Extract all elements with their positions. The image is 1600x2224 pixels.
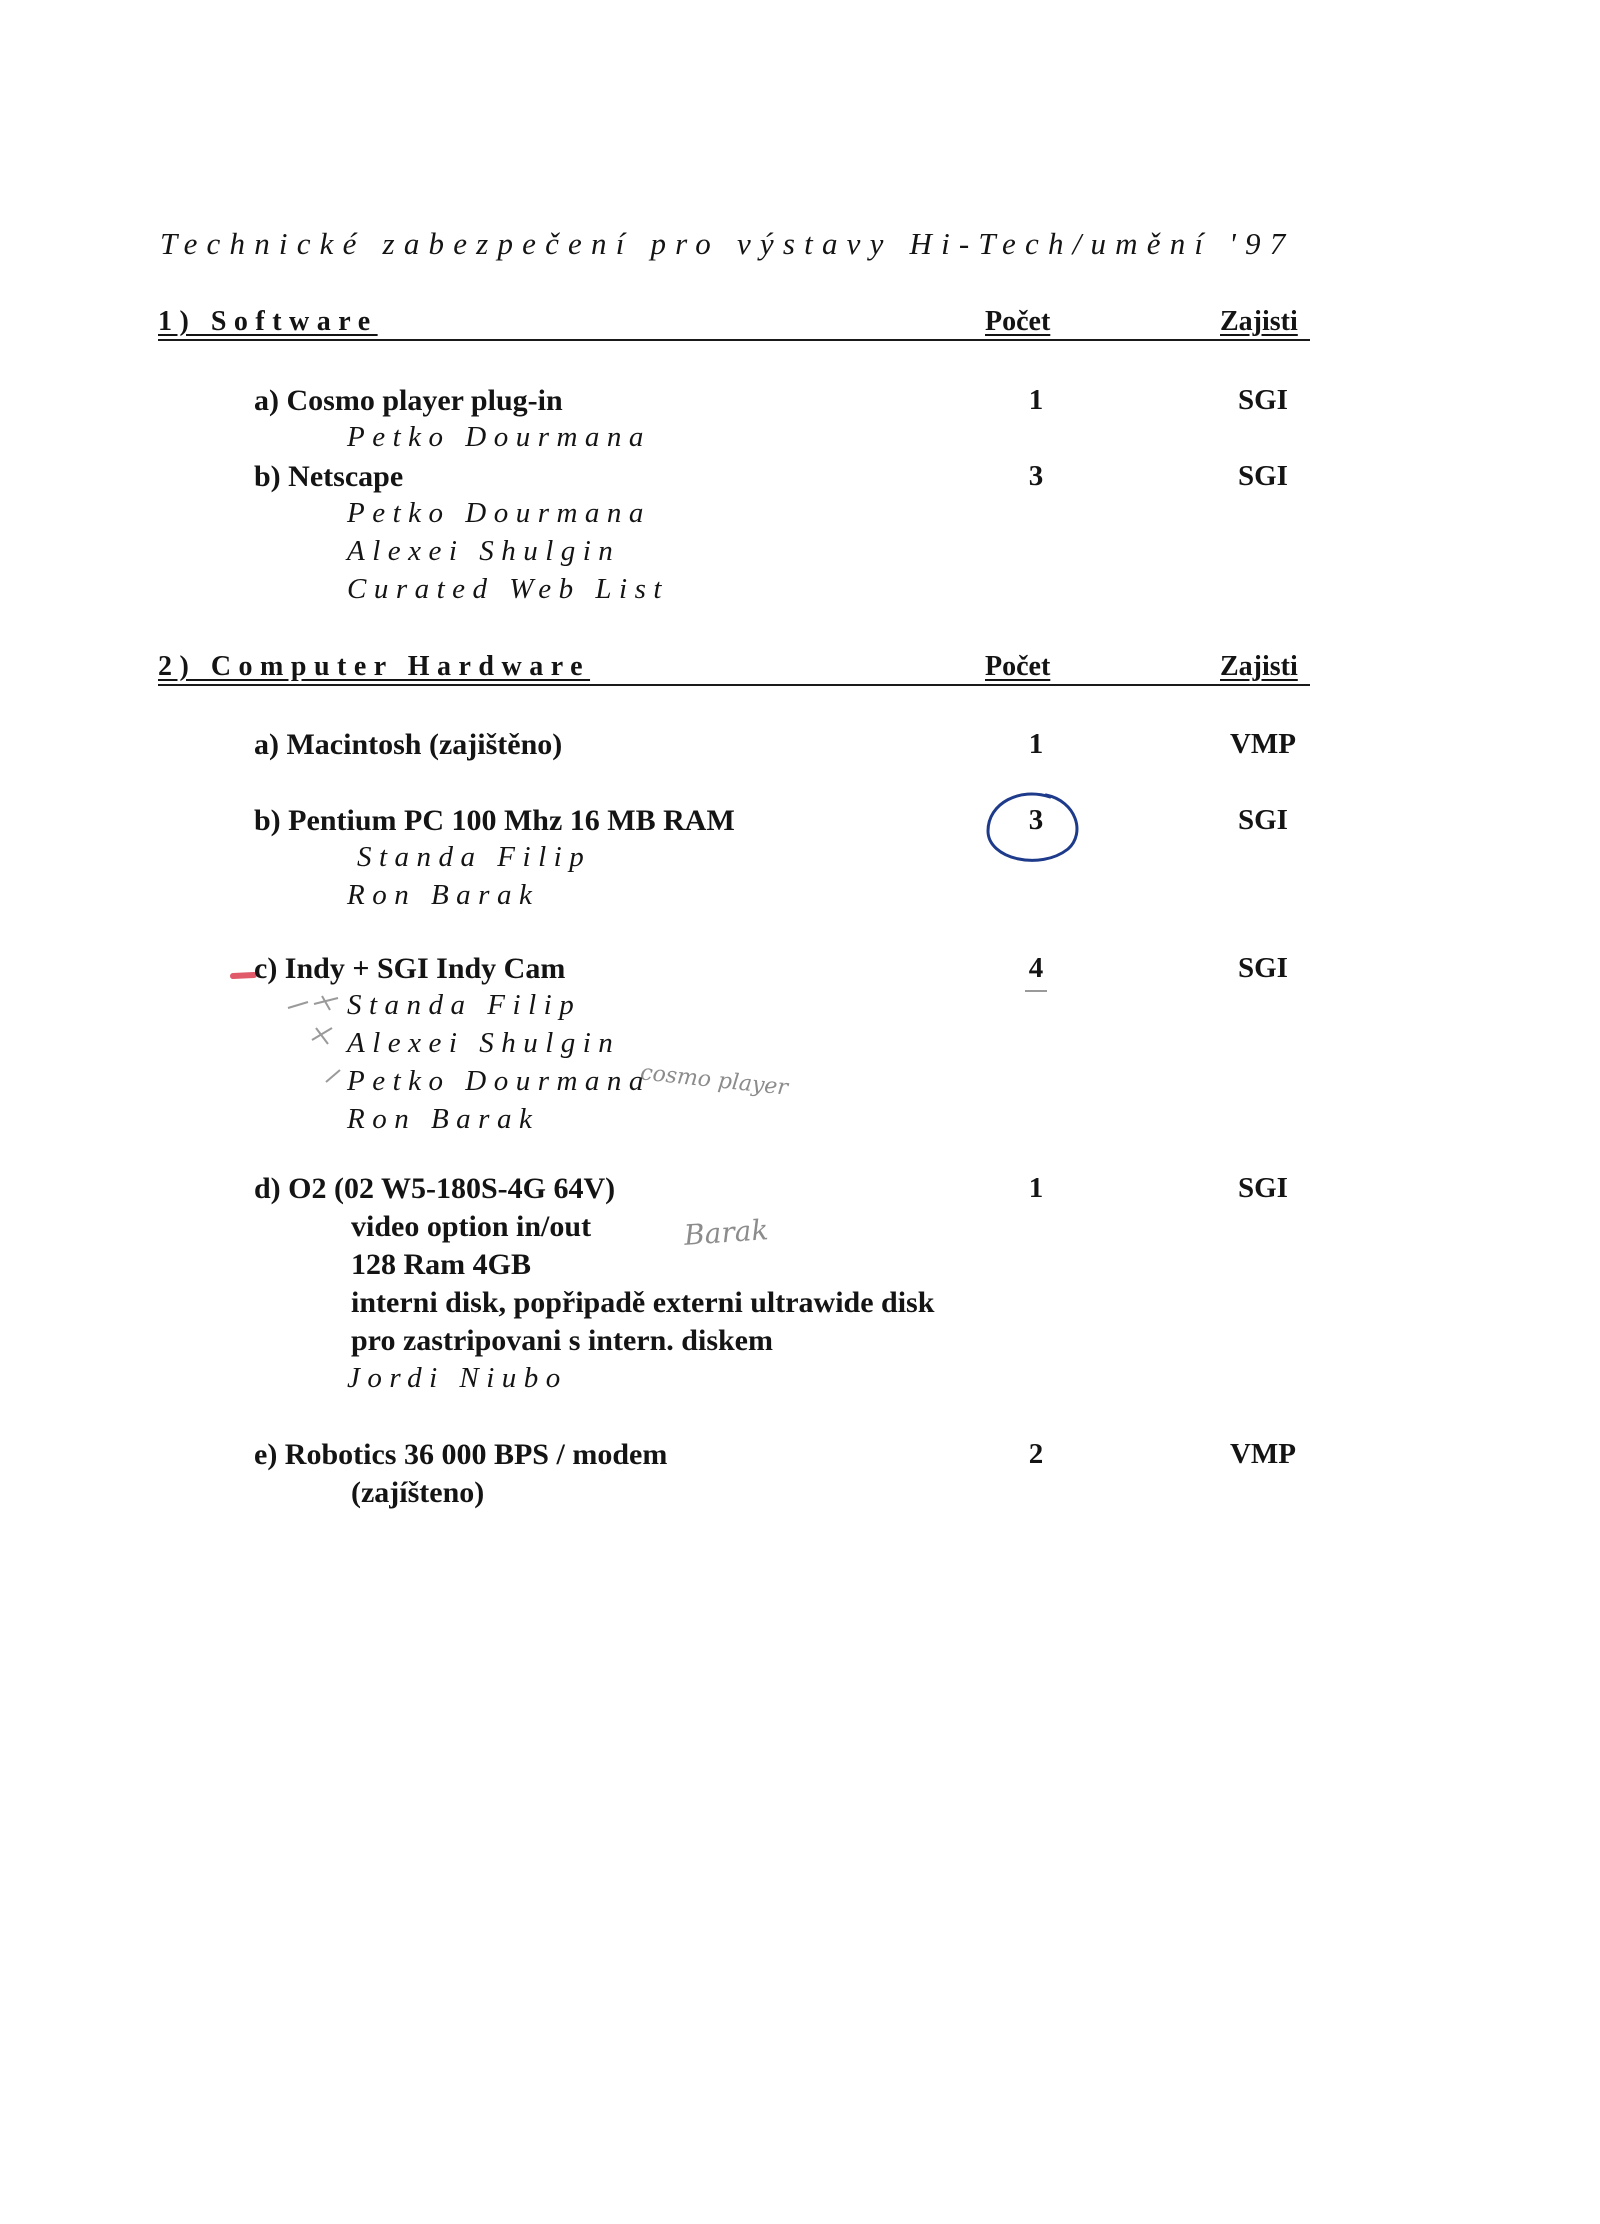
hardware-item-e-provider: VMP	[1229, 1438, 1297, 1470]
software-item-b-name-3: Curated Web List	[347, 573, 669, 605]
hardware-item-c-count: 4	[1028, 952, 1044, 984]
hardware-item-d-detail-4: pro zastripovani s intern. diskem	[351, 1324, 773, 1357]
software-item-b-label: b) Netscape	[254, 460, 404, 493]
count-circle-mark	[980, 785, 1090, 875]
hardware-item-b-count: 3	[1028, 804, 1044, 836]
hardware-item-e-count: 2	[1028, 1438, 1044, 1470]
hardware-item-c-name-4: Ron Barak	[347, 1103, 540, 1135]
hardware-item-d-label: d) O2 (02 W5-180S-4G 64V)	[254, 1172, 616, 1205]
column-count-header-2: Počet	[985, 651, 1051, 682]
hardware-item-d-count: 1	[1028, 1172, 1044, 1204]
hardware-item-a-label: a) Macintosh (zajištěno)	[254, 728, 563, 761]
hardware-item-c-provider: SGI	[1238, 952, 1288, 984]
section-software-heading: 1) Software	[158, 306, 378, 337]
software-item-b-name-1: Petko Dourmana	[347, 497, 651, 529]
hardware-item-d-detail-1: video option in/out	[351, 1210, 592, 1243]
hardware-item-b-label: b) Pentium PC 100 Mhz 16 MB RAM	[254, 804, 735, 837]
hardware-item-d-provider: SGI	[1238, 1172, 1288, 1204]
section-software-rule	[158, 339, 1310, 341]
hardware-item-d-name-1: Jordi Niubo	[347, 1362, 568, 1394]
page-title: Technické zabezpečení pro výstavy Hi-Tech/umění '97	[160, 226, 1295, 261]
column-count-header: Počet	[985, 306, 1051, 337]
hardware-item-a-provider: VMP	[1229, 728, 1297, 760]
software-item-a-label: a) Cosmo player plug-in	[254, 384, 563, 417]
hardware-item-c-name-1: Standa Filip	[347, 989, 582, 1021]
hardware-item-e-label: e) Robotics 36 000 BPS / modem	[254, 1438, 668, 1471]
section-hardware-rule	[158, 684, 1310, 686]
handwritten-note-barak: Barak	[682, 1213, 770, 1252]
software-item-b-provider: SGI	[1238, 460, 1288, 492]
software-item-b-name-2: Alexei Shulgin	[347, 535, 621, 567]
software-item-b-count: 3	[1028, 460, 1044, 492]
count-underline-mark	[1023, 988, 1053, 994]
software-item-a-count: 1	[1028, 384, 1044, 416]
hardware-item-d-detail-2: 128 Ram 4GB	[351, 1248, 531, 1281]
hardware-item-b-name-1: Standa Filip	[357, 841, 592, 873]
handwritten-note-cosmo: cosmo player	[639, 1060, 790, 1101]
hardware-item-c-name-2: Alexei Shulgin	[347, 1027, 621, 1059]
hardware-item-d-detail-3: interni disk, popřipadě externi ultrawide disk	[351, 1286, 935, 1319]
software-item-a-name-1: Petko Dourmana	[347, 421, 651, 453]
column-provider-header-2: Zajisti	[1220, 651, 1298, 682]
section-hardware-heading: 2) Computer Hardware	[158, 651, 591, 682]
hardware-item-c-label: c) Indy + SGI Indy Cam	[254, 952, 566, 985]
hardware-item-b-name-2: Ron Barak	[347, 879, 540, 911]
column-provider-header: Zajisti	[1220, 306, 1298, 337]
software-item-a-provider: SGI	[1238, 384, 1288, 416]
hardware-item-b-provider: SGI	[1238, 804, 1288, 836]
hardware-item-c-name-3: Petko Dourmana	[347, 1065, 651, 1097]
hardware-item-e-detail-1: (zajíšteno)	[351, 1476, 485, 1509]
hardware-item-a-count: 1	[1028, 728, 1044, 760]
